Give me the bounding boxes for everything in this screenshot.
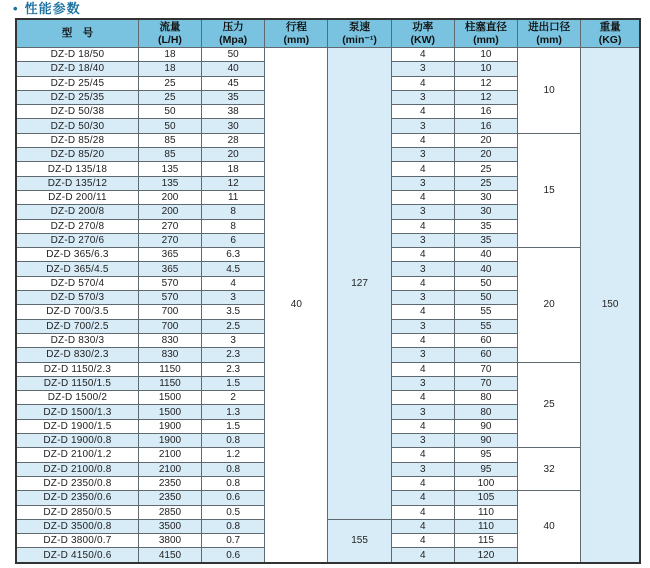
power-cell: 3 (391, 291, 454, 305)
col-header-model-label: 型 号 (61, 27, 94, 40)
flow-cell: 50 (138, 119, 201, 133)
plunger-cell: 25 (454, 162, 517, 176)
flow-cell: 18 (138, 62, 201, 76)
pressure-cell: 2 (202, 391, 265, 405)
model-cell: DZ-D 365/4.5 (16, 262, 138, 276)
model-cell: DZ-D 18/40 (16, 62, 138, 76)
pressure-cell: 28 (202, 133, 265, 147)
model-cell: DZ-D 1500/1.3 (16, 405, 138, 419)
plunger-cell: 60 (454, 348, 517, 362)
pressure-cell: 0.7 (202, 534, 265, 548)
plunger-cell: 20 (454, 133, 517, 147)
model-cell: DZ-D 85/28 (16, 133, 138, 147)
model-cell: DZ-D 3800/0.7 (16, 534, 138, 548)
flow-cell: 1150 (138, 376, 201, 390)
flow-cell: 85 (138, 133, 201, 147)
col-header-power: 功率 (KW) (391, 19, 454, 48)
bullet-icon: • (13, 1, 18, 16)
plunger-cell: 80 (454, 391, 517, 405)
pressure-cell: 12 (202, 176, 265, 190)
model-cell: DZ-D 1900/1.5 (16, 419, 138, 433)
inlet-outlet-cell: 25 (518, 362, 581, 448)
pressure-cell: 3.5 (202, 305, 265, 319)
pressure-cell: 45 (202, 76, 265, 90)
flow-cell: 830 (138, 333, 201, 347)
pressure-cell: 0.6 (202, 548, 265, 563)
flow-cell: 25 (138, 90, 201, 104)
table-header (16, 19, 640, 48)
plunger-cell: 90 (454, 419, 517, 433)
pressure-cell: 0.8 (202, 434, 265, 448)
model-cell: DZ-D 830/2.3 (16, 348, 138, 362)
plunger-cell: 90 (454, 434, 517, 448)
power-cell: 3 (391, 434, 454, 448)
model-cell: DZ-D 2350/0.8 (16, 476, 138, 490)
plunger-cell: 25 (454, 176, 517, 190)
col-header-pressure: 压力 (Mpa) (202, 19, 265, 48)
pressure-cell: 0.8 (202, 519, 265, 533)
plunger-cell: 16 (454, 105, 517, 119)
section-title (0, 0, 650, 18)
model-cell: DZ-D 2100/1.2 (16, 448, 138, 462)
pressure-cell: 2.3 (202, 362, 265, 376)
flow-cell: 25 (138, 76, 201, 90)
flow-cell: 570 (138, 276, 201, 290)
plunger-cell: 10 (454, 62, 517, 76)
flow-cell: 2350 (138, 491, 201, 505)
flow-cell: 700 (138, 305, 201, 319)
pressure-cell: 35 (202, 90, 265, 104)
inlet-outlet-cell: 20 (518, 248, 581, 362)
flow-cell: 2100 (138, 448, 201, 462)
stroke-cell: 40 (265, 48, 328, 563)
flow-cell: 200 (138, 190, 201, 204)
plunger-cell: 50 (454, 291, 517, 305)
power-cell: 3 (391, 462, 454, 476)
pressure-cell: 4 (202, 276, 265, 290)
plunger-cell: 30 (454, 205, 517, 219)
table-body (16, 48, 640, 563)
inlet-outlet-cell: 32 (518, 448, 581, 491)
power-cell: 3 (391, 319, 454, 333)
flow-cell: 365 (138, 248, 201, 262)
model-cell: DZ-D 3500/0.8 (16, 519, 138, 533)
pressure-cell: 8 (202, 205, 265, 219)
power-cell: 4 (391, 519, 454, 533)
flow-cell: 135 (138, 162, 201, 176)
plunger-cell: 80 (454, 405, 517, 419)
flow-cell: 1900 (138, 419, 201, 433)
power-cell: 4 (391, 219, 454, 233)
power-cell: 4 (391, 362, 454, 376)
model-cell: DZ-D 570/3 (16, 291, 138, 305)
model-cell: DZ-D 1150/1.5 (16, 376, 138, 390)
power-cell: 4 (391, 333, 454, 347)
col-header-inlet-outlet: 进出口径 (mm) (518, 19, 581, 48)
flow-cell: 2350 (138, 476, 201, 490)
flow-cell: 18 (138, 48, 201, 62)
model-cell: DZ-D 700/3.5 (16, 305, 138, 319)
power-cell: 4 (391, 248, 454, 262)
pressure-cell: 3 (202, 291, 265, 305)
plunger-cell: 12 (454, 76, 517, 90)
model-cell: DZ-D 50/38 (16, 105, 138, 119)
model-cell: DZ-D 270/6 (16, 233, 138, 247)
plunger-cell: 60 (454, 333, 517, 347)
pressure-cell: 0.6 (202, 491, 265, 505)
flow-cell: 3800 (138, 534, 201, 548)
pressure-cell: 3 (202, 333, 265, 347)
flow-cell: 700 (138, 319, 201, 333)
power-cell: 3 (391, 405, 454, 419)
power-cell: 3 (391, 233, 454, 247)
plunger-cell: 110 (454, 505, 517, 519)
power-cell: 3 (391, 205, 454, 219)
power-cell: 4 (391, 491, 454, 505)
power-cell: 3 (391, 119, 454, 133)
plunger-cell: 95 (454, 448, 517, 462)
model-cell: DZ-D 25/45 (16, 76, 138, 90)
weight-cell: 150 (581, 48, 640, 563)
power-cell: 4 (391, 133, 454, 147)
col-header-model (16, 19, 138, 48)
model-cell: DZ-D 50/30 (16, 119, 138, 133)
plunger-cell: 55 (454, 305, 517, 319)
flow-cell: 830 (138, 348, 201, 362)
pressure-cell: 6.3 (202, 248, 265, 262)
plunger-cell: 30 (454, 190, 517, 204)
power-cell: 4 (391, 505, 454, 519)
plunger-cell: 35 (454, 233, 517, 247)
plunger-cell: 120 (454, 548, 517, 563)
plunger-cell: 55 (454, 319, 517, 333)
power-cell: 4 (391, 276, 454, 290)
pressure-cell: 2.3 (202, 348, 265, 362)
flow-cell: 135 (138, 176, 201, 190)
flow-cell: 365 (138, 262, 201, 276)
plunger-cell: 70 (454, 376, 517, 390)
flow-cell: 1500 (138, 405, 201, 419)
model-cell: DZ-D 2850/0.5 (16, 505, 138, 519)
model-cell: DZ-D 1150/2.3 (16, 362, 138, 376)
model-cell: DZ-D 135/12 (16, 176, 138, 190)
plunger-cell: 12 (454, 90, 517, 104)
flow-cell: 270 (138, 219, 201, 233)
pressure-cell: 40 (202, 62, 265, 76)
flow-cell: 200 (138, 205, 201, 219)
power-cell: 4 (391, 162, 454, 176)
model-cell: DZ-D 2100/0.8 (16, 462, 138, 476)
spec-table (15, 18, 641, 564)
model-cell: DZ-D 200/8 (16, 205, 138, 219)
power-cell: 4 (391, 76, 454, 90)
power-cell: 3 (391, 262, 454, 276)
flow-cell: 1150 (138, 362, 201, 376)
col-header-stroke: 行程 (mm) (265, 19, 328, 48)
flow-cell: 1500 (138, 391, 201, 405)
col-header-weight: 重量 (KG) (581, 19, 640, 48)
col-header-flow: 流量 (L/H) (138, 19, 201, 48)
pressure-cell: 1.2 (202, 448, 265, 462)
plunger-cell: 35 (454, 219, 517, 233)
model-cell: DZ-D 1500/2 (16, 391, 138, 405)
model-cell: DZ-D 25/35 (16, 90, 138, 104)
inlet-outlet-cell: 15 (518, 133, 581, 247)
col-header-pump-speed: 泵速 (min⁻¹) (328, 19, 391, 48)
model-cell: DZ-D 1900/0.8 (16, 434, 138, 448)
flow-cell: 2850 (138, 505, 201, 519)
pressure-cell: 20 (202, 148, 265, 162)
pressure-cell: 50 (202, 48, 265, 62)
pressure-cell: 0.8 (202, 462, 265, 476)
model-cell: DZ-D 18/50 (16, 48, 138, 62)
pump-speed-cell: 155 (328, 519, 391, 562)
power-cell: 4 (391, 190, 454, 204)
flow-cell: 270 (138, 233, 201, 247)
pressure-cell: 2.5 (202, 319, 265, 333)
power-cell: 3 (391, 62, 454, 76)
plunger-cell: 40 (454, 262, 517, 276)
power-cell: 4 (391, 305, 454, 319)
plunger-cell: 115 (454, 534, 517, 548)
pump-speed-cell: 127 (328, 48, 391, 520)
model-cell: DZ-D 700/2.5 (16, 319, 138, 333)
flow-cell: 50 (138, 105, 201, 119)
model-cell: DZ-D 2350/0.6 (16, 491, 138, 505)
header-row (16, 19, 640, 48)
power-cell: 4 (391, 391, 454, 405)
flow-cell: 85 (138, 148, 201, 162)
model-cell: DZ-D 270/8 (16, 219, 138, 233)
pressure-cell: 1.5 (202, 419, 265, 433)
pressure-cell: 4.5 (202, 262, 265, 276)
power-cell: 3 (391, 90, 454, 104)
pressure-cell: 1.3 (202, 405, 265, 419)
plunger-cell: 40 (454, 248, 517, 262)
model-cell: DZ-D 830/3 (16, 333, 138, 347)
power-cell: 4 (391, 48, 454, 62)
plunger-cell: 100 (454, 476, 517, 490)
flow-cell: 3500 (138, 519, 201, 533)
power-cell: 4 (391, 448, 454, 462)
plunger-cell: 10 (454, 48, 517, 62)
flow-cell: 1900 (138, 434, 201, 448)
section-title-text: 性能参数 (24, 1, 81, 16)
plunger-cell: 95 (454, 462, 517, 476)
col-header-plunger-diameter: 柱塞直径 (mm) (454, 19, 517, 48)
flow-cell: 4150 (138, 548, 201, 563)
model-cell: DZ-D 365/6.3 (16, 248, 138, 262)
pressure-cell: 38 (202, 105, 265, 119)
table-row (16, 48, 640, 62)
plunger-cell: 110 (454, 519, 517, 533)
power-cell: 4 (391, 105, 454, 119)
pressure-cell: 8 (202, 219, 265, 233)
power-cell: 4 (391, 548, 454, 563)
inlet-outlet-cell: 10 (518, 48, 581, 134)
pressure-cell: 0.5 (202, 505, 265, 519)
model-cell: DZ-D 200/11 (16, 190, 138, 204)
power-cell: 4 (391, 476, 454, 490)
plunger-cell: 105 (454, 491, 517, 505)
power-cell: 4 (391, 419, 454, 433)
pressure-cell: 18 (202, 162, 265, 176)
pressure-cell: 11 (202, 190, 265, 204)
pressure-cell: 30 (202, 119, 265, 133)
model-cell: DZ-D 570/4 (16, 276, 138, 290)
flow-cell: 570 (138, 291, 201, 305)
inlet-outlet-cell: 40 (518, 491, 581, 563)
power-cell: 3 (391, 348, 454, 362)
power-cell: 4 (391, 534, 454, 548)
power-cell: 3 (391, 148, 454, 162)
model-cell: DZ-D 4150/0.6 (16, 548, 138, 563)
pressure-cell: 6 (202, 233, 265, 247)
power-cell: 3 (391, 376, 454, 390)
plunger-cell: 70 (454, 362, 517, 376)
pressure-cell: 0.8 (202, 476, 265, 490)
power-cell: 3 (391, 176, 454, 190)
plunger-cell: 50 (454, 276, 517, 290)
flow-cell: 2100 (138, 462, 201, 476)
model-cell: DZ-D 85/20 (16, 148, 138, 162)
plunger-cell: 16 (454, 119, 517, 133)
plunger-cell: 20 (454, 148, 517, 162)
model-cell: DZ-D 135/18 (16, 162, 138, 176)
pressure-cell: 1.5 (202, 376, 265, 390)
